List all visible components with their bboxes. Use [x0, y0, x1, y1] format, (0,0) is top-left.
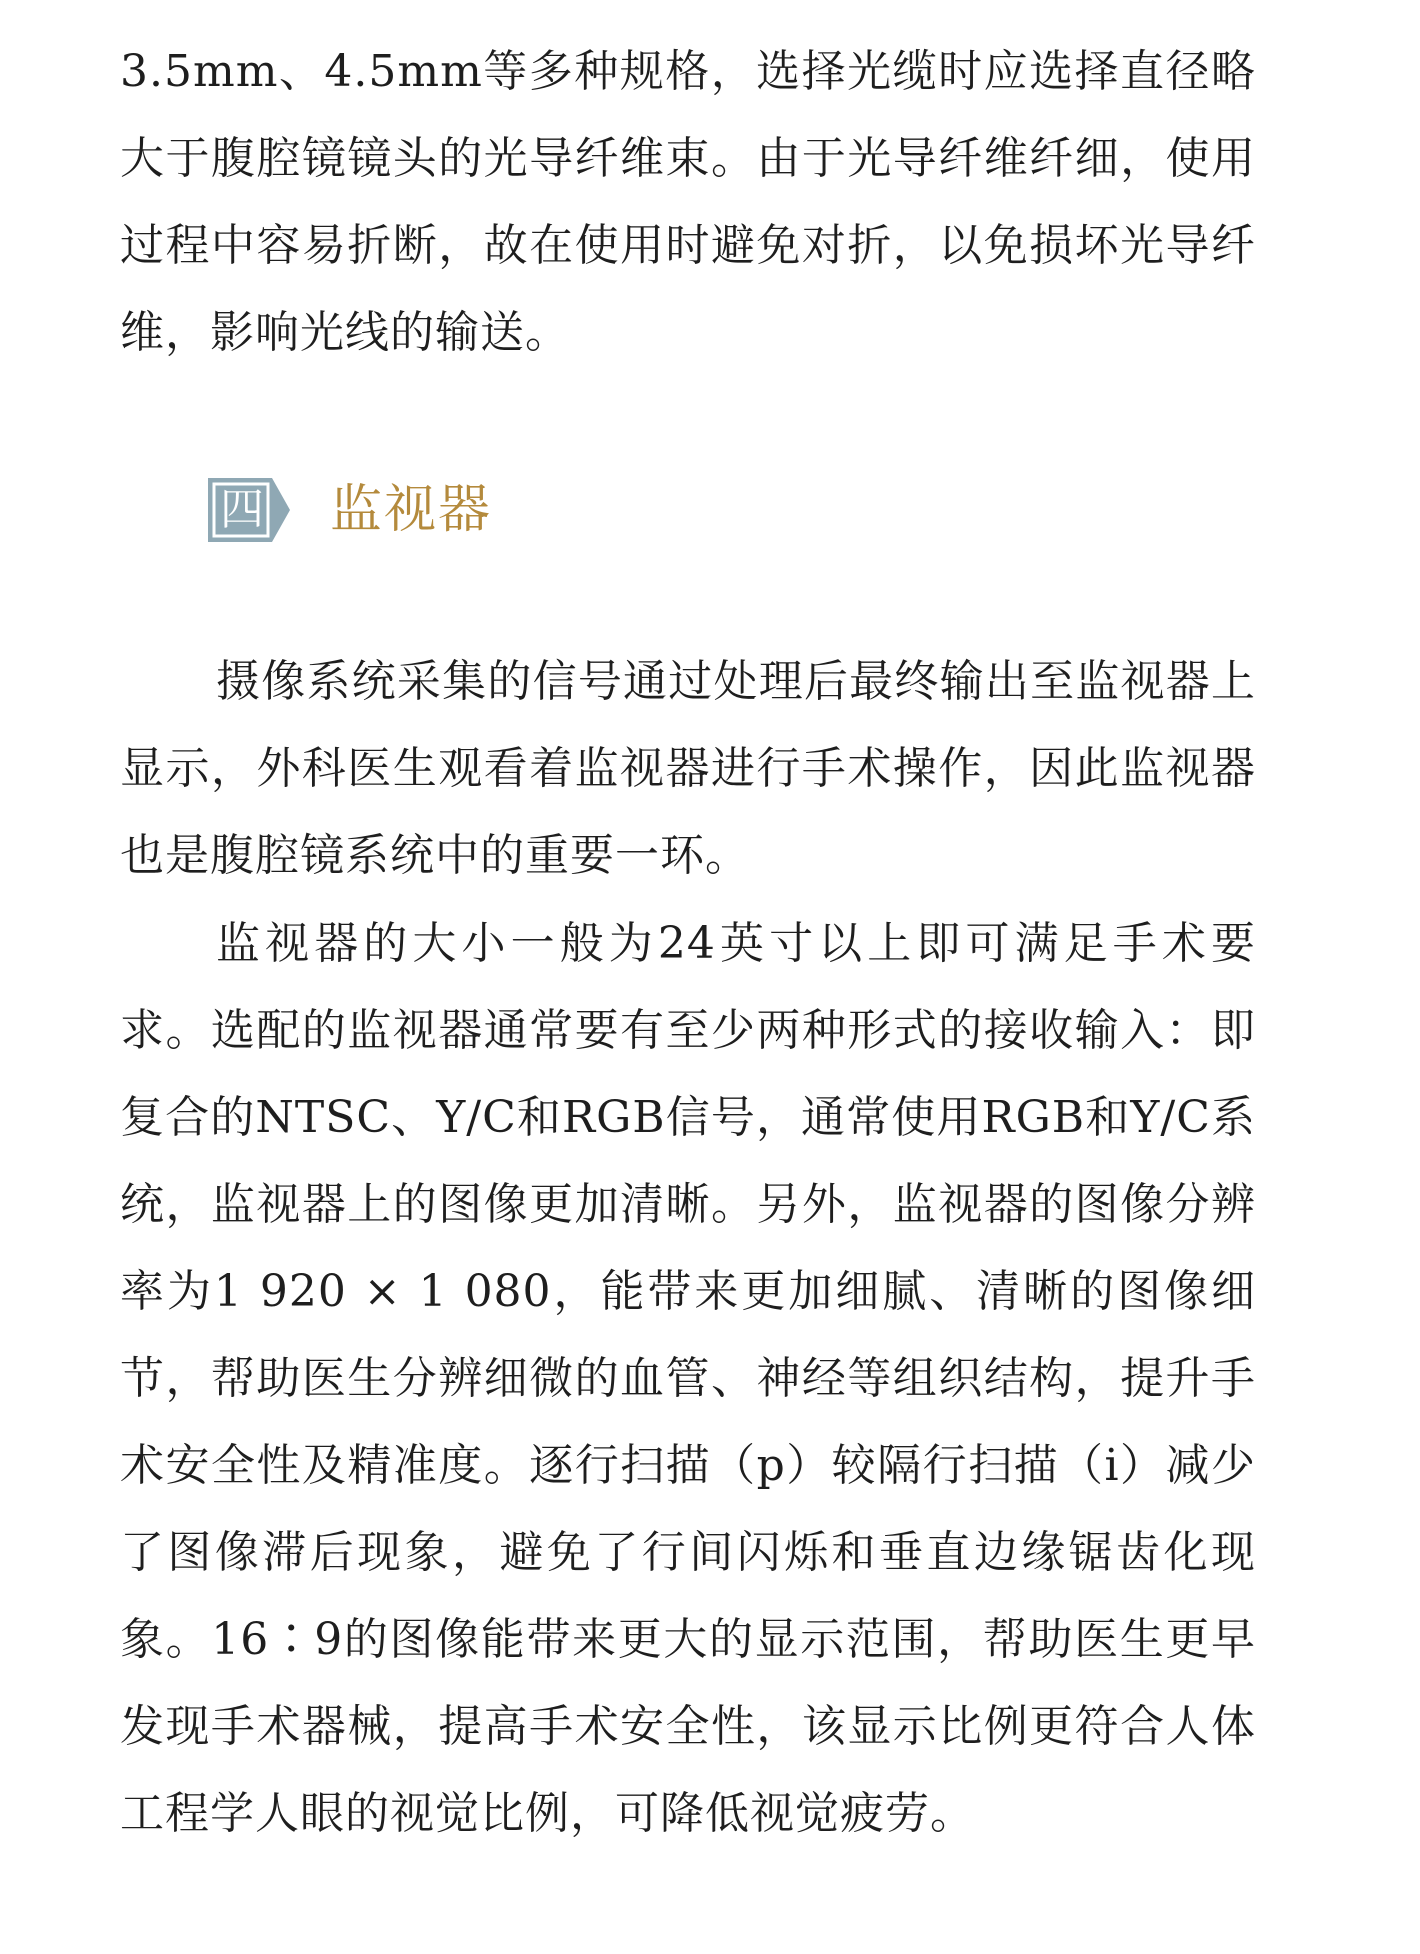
- monitor-spec-paragraph: 监视器的大小一般为24英寸以上即可满足手术要求。选配的监视器通常要有至少两种形式的接收输入：即复合的NTSC、Y/C和RGB信号，通常使用RGB和Y/C系统，监视器上的图像更加清晰。另外，监视器的图像分辨率为1 920 × 1 080，能带来更加细腻、清晰的图像细节，帮助医生分辨细微的血管、神经等组织结构，提升手术安全性及精准度。逐行扫描（p）较隔行扫描（i）减少了图像滞后现象，避免了行间闪烁和垂直边缘锯齿化现象。16∶9的图像能带来更大的显示范围，帮助医生更早发现手术器械，提高手术安全性，该显示比例更符合人体工程学人眼的视觉比例，可降低视觉疲劳。: [120, 918, 1256, 1839]
- section-number: 四: [220, 484, 264, 535]
- section-heading: [208, 477, 492, 543]
- section-number-badge: [208, 478, 290, 542]
- continuation-paragraph: 3.5mm、4.5mm等多种规格，选择光缆时应选择直径略大于腹腔镜镜头的光导纤维束。由于光导纤维纤细，使用过程中容易折断，故在使用时避免对折，以免损坏光导纤维，影响光线的输送。: [120, 46, 1256, 358]
- intro-paragraph: 摄像系统采集的信号通过处理后最终输出至监视器上显示，外科医生观看着监视器进行手术操作，因此监视器也是腹腔镜系统中的重要一环。: [120, 656, 1256, 881]
- section-title: 监视器: [330, 480, 493, 540]
